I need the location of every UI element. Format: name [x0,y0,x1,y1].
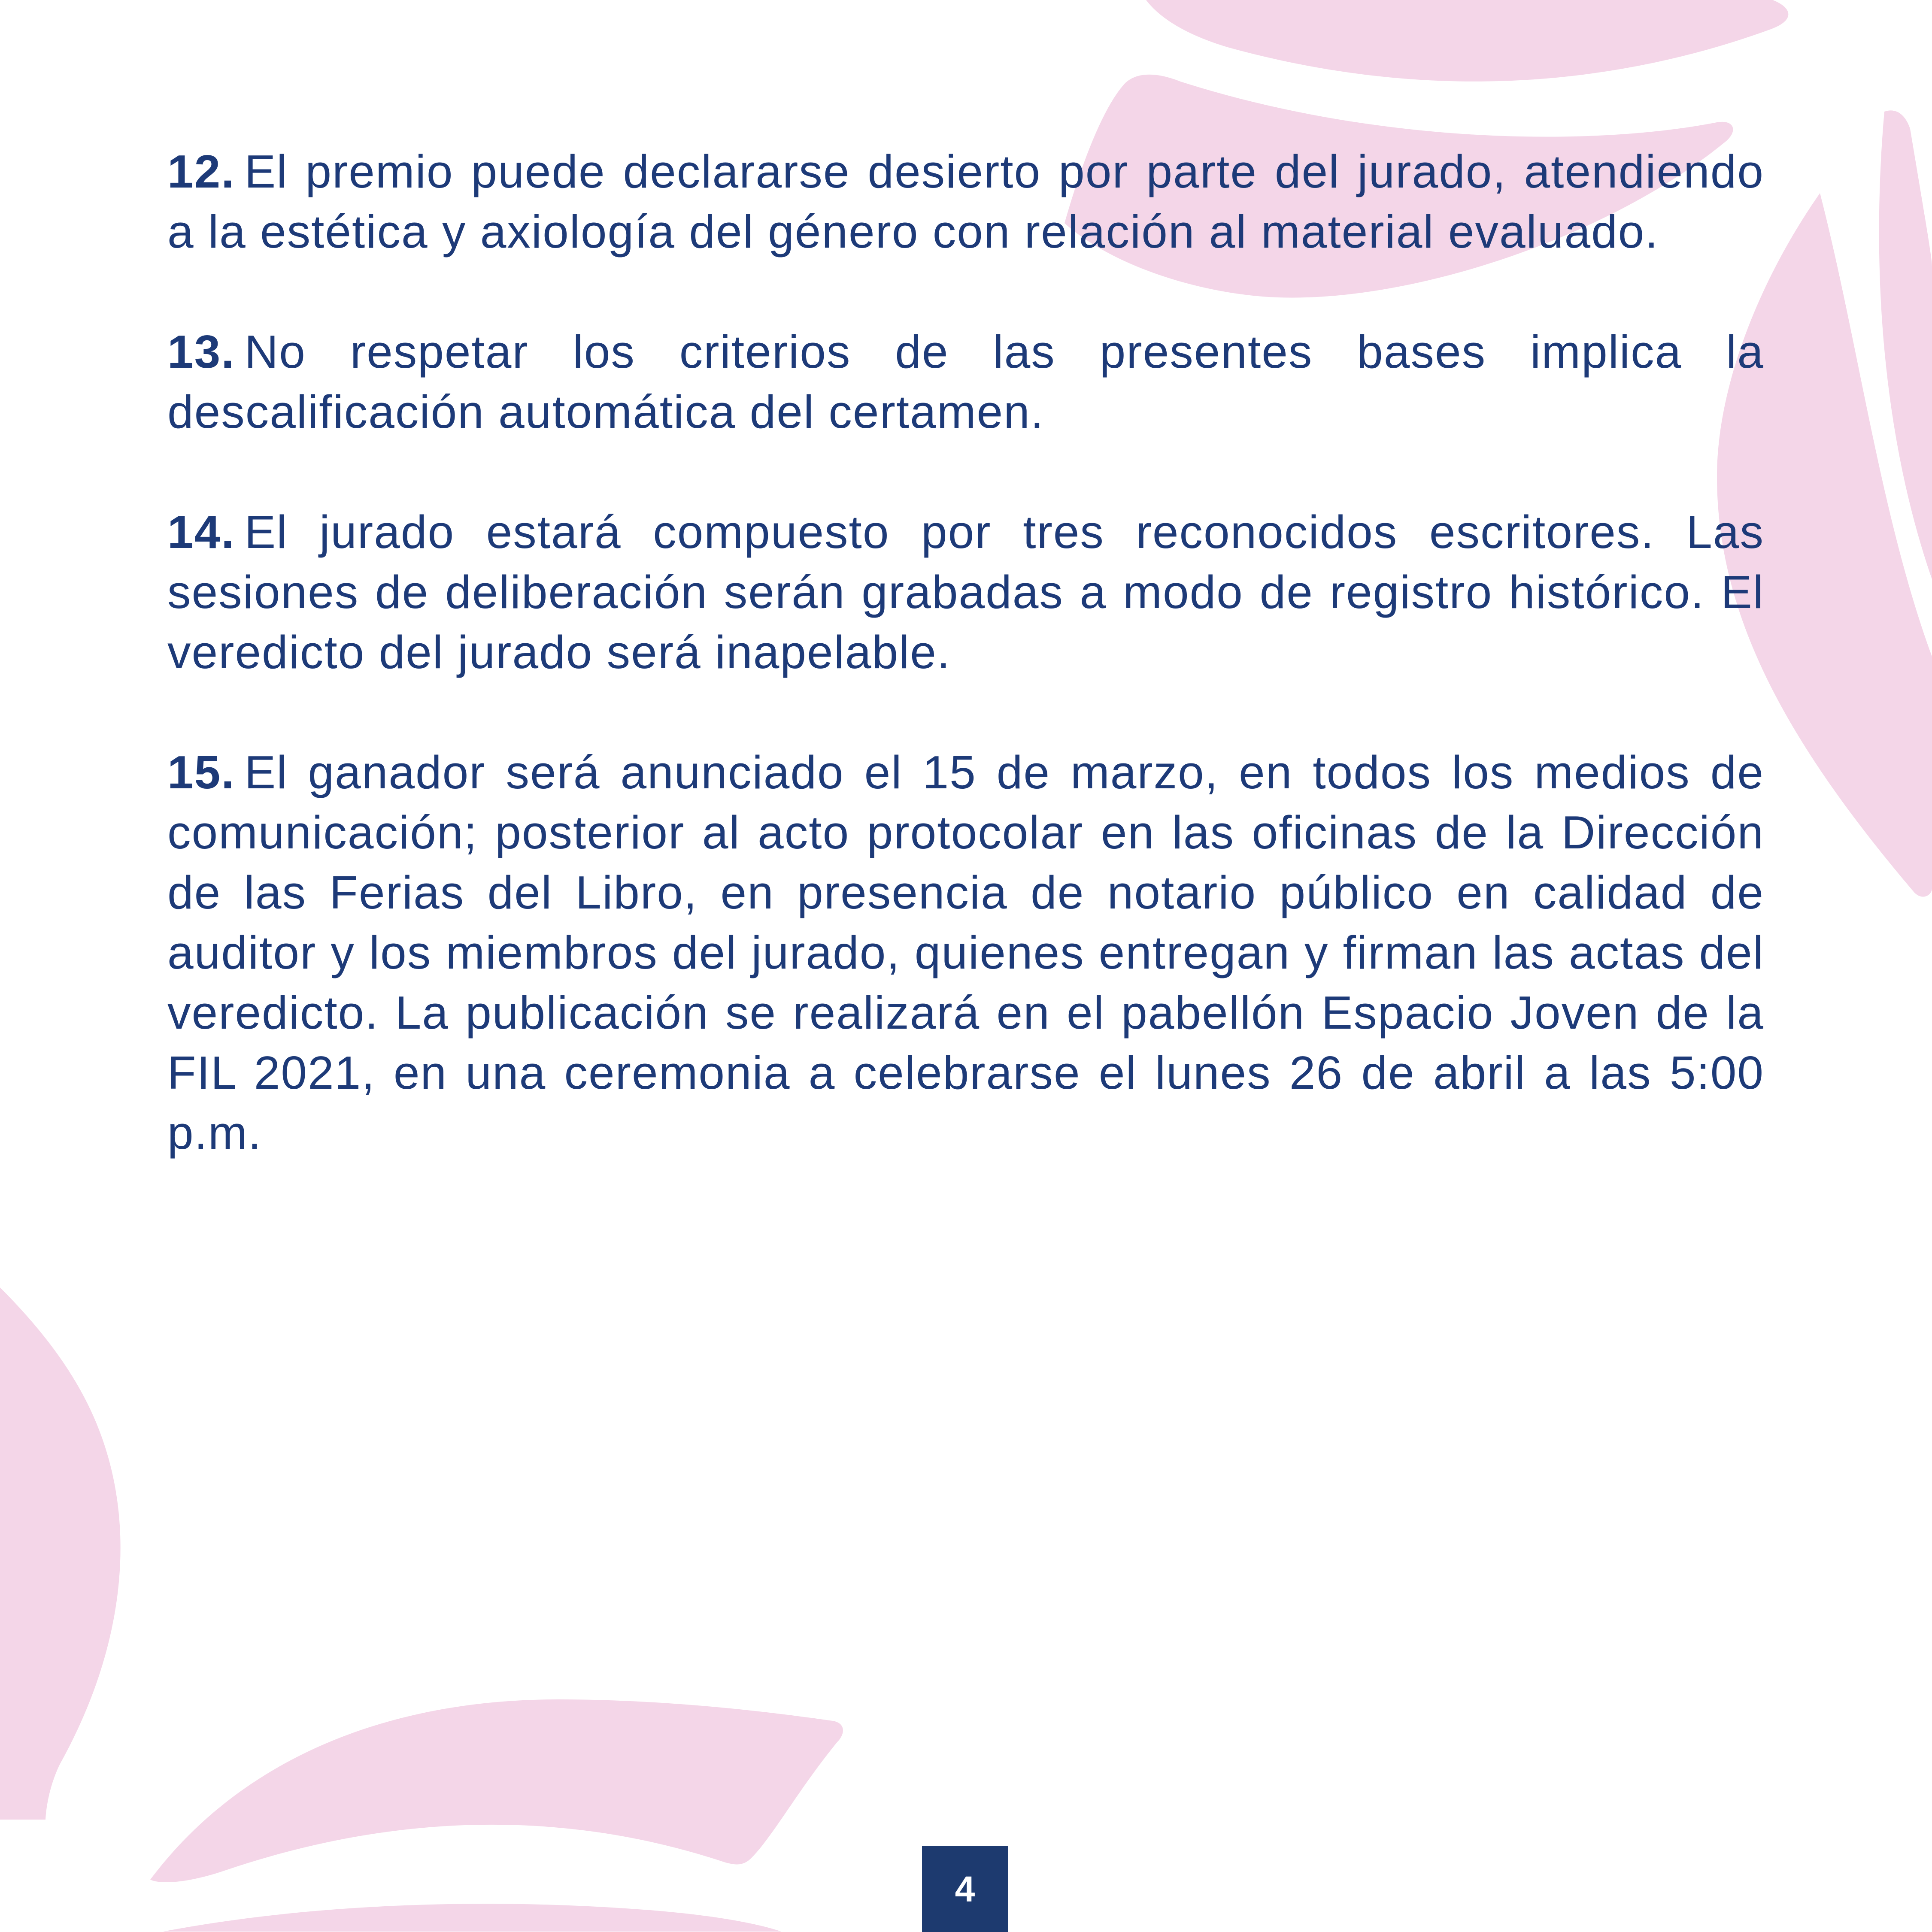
clause-15 [167,742,1764,1163]
clause-number: 13. [167,326,235,378]
bottom-left-lower-shape [163,1904,781,1932]
clause-number: 14. [167,506,235,558]
left-edge-leaf-shape [0,1287,121,1820]
clause-number: 15. [167,746,235,799]
clause-text: No respetar los criterios de las presentes bases implica la descalificación automática del certamen. [167,326,1764,438]
bottom-left-leaf-shape [150,1699,843,1882]
clause-text: El premio puede declararse desierto por parte del jurado, atendiendo a la estética y axiología del género con relación al material evaluado. [167,145,1764,258]
clause-number: 12. [167,145,235,198]
clause-12 [167,142,1764,262]
page-number: 4 [955,1868,975,1909]
page-number-badge [922,1846,1008,1932]
document-body [167,142,1764,1223]
top-ribbon-shape [1146,0,1788,82]
clause-text: El jurado estará compuesto por tres reconocidos escritores. Las sesiones de deliberación serán grabadas a modo de registro histórico. El veredicto del jurado será inapelable. [167,506,1764,678]
clause-14 [167,502,1764,682]
clause-text: El ganador será anunciado el 15 de marzo, en todos los medios de comunicación; posterior al acto protocolar en las oficinas de la Dirección de las Ferias del Libro, en presencia de notario público en calidad de auditor y los miembros del jurado, quienes entregan y firman las actas del veredicto. La publicación se realizará en el pabellón Espacio Joven de la FIL 2021, en una ceremonia a celebrarse el lunes 26 de abril a las 5:00 p.m. [167,746,1764,1159]
clause-13 [167,322,1764,442]
